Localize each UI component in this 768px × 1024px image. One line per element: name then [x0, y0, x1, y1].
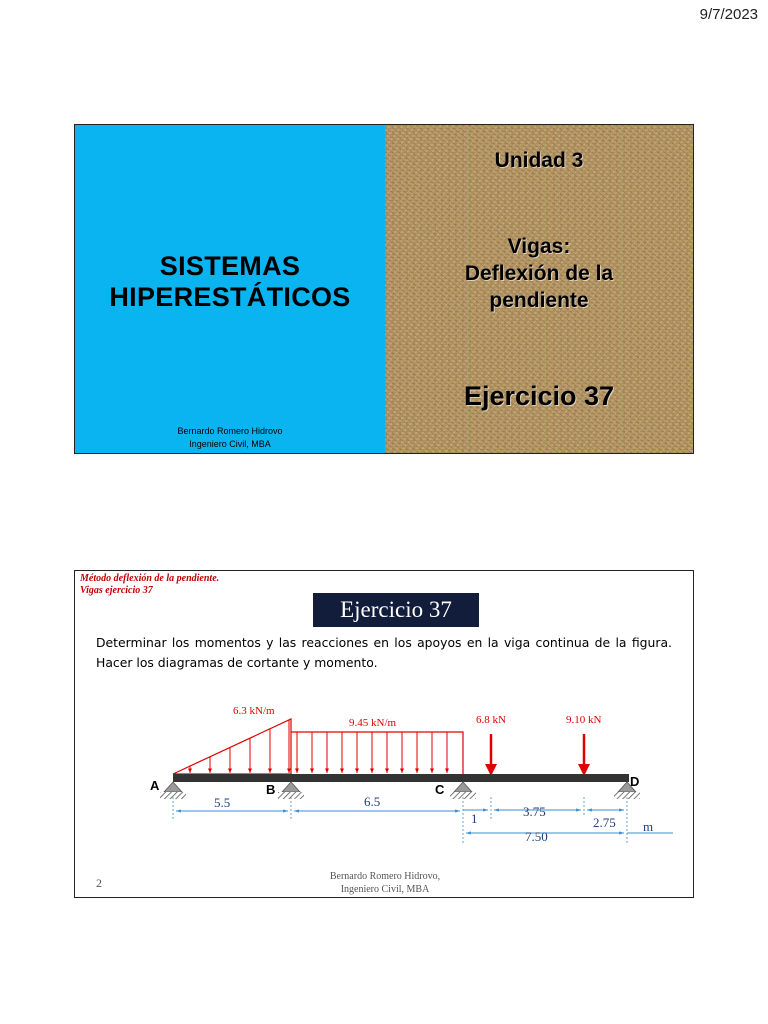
point-load-2 — [578, 734, 590, 776]
author-title: Ingeniero Civil, MBA — [189, 439, 271, 449]
triangular-load — [173, 719, 291, 774]
dim-p2-d-label: 2.75 — [593, 815, 616, 830]
dim-p1-p2-label: 3.75 — [523, 804, 546, 819]
problem-statement: Determinar los momentos y las reacciones en los apoyos en la viga continua de la figura. Hacer los diagramas de cortante y momento. — [96, 635, 672, 670]
page-number: 2 — [96, 876, 102, 890]
slide-header-line2: Vigas ejercicio 37 — [80, 585, 153, 596]
dimension-extensions — [173, 797, 627, 843]
topic-line1: Vigas: — [507, 235, 571, 258]
footer-line1: Bernardo Romero Hidrovo, — [329, 871, 441, 882]
support-b — [278, 782, 304, 799]
point-load-1-label: 6.8 kN — [476, 714, 506, 726]
support-c — [450, 782, 476, 799]
topic-line2: Deflexión de la — [464, 262, 614, 285]
dim-bc-label: 6.5 — [364, 794, 381, 809]
dim-ab-label: 5.5 — [214, 795, 231, 810]
support-c-label: C — [435, 782, 445, 797]
slide-header-line1: Método deflexión de la pendiente. — [80, 573, 220, 584]
point-load-1 — [485, 734, 497, 776]
slide-footer — [265, 870, 505, 896]
beam-diagram — [75, 571, 693, 897]
course-title-line2: HIPERESTÁTICOS — [109, 282, 351, 312]
beam — [173, 774, 629, 782]
page-date: 9/7/2023 — [699, 6, 758, 23]
author-name: Bernardo Romero Hidrovo — [177, 426, 283, 436]
point-load-2-label: 9.10 kN — [566, 714, 602, 726]
course-title — [75, 251, 385, 313]
support-b-label: B — [266, 782, 276, 797]
dim-unit-label: m — [643, 819, 654, 834]
dim-c-p1-label: 1 — [471, 811, 478, 826]
support-d-label: D — [630, 774, 640, 789]
topic — [385, 233, 693, 314]
unit-label: Unidad 3 — [494, 149, 584, 172]
uniform-load — [291, 732, 463, 774]
footer-line2: Ingeniero Civil, MBA — [340, 884, 430, 895]
author — [75, 425, 385, 451]
exercise-slide — [74, 570, 694, 898]
triangular-load-label: 6.3 kN/m — [233, 705, 275, 717]
exercise-label: Ejercicio 37 — [463, 381, 615, 411]
title-slide — [74, 124, 694, 454]
topic-line3: pendiente — [489, 289, 589, 312]
exercise-title: Ejercicio 37 — [313, 593, 479, 627]
support-a — [160, 782, 186, 799]
dim-cd-label: 7.50 — [525, 829, 548, 844]
support-a-label: A — [150, 778, 160, 793]
course-title-line1: SISTEMAS — [159, 251, 301, 281]
uniform-load-label: 9.45 kN/m — [349, 717, 397, 729]
